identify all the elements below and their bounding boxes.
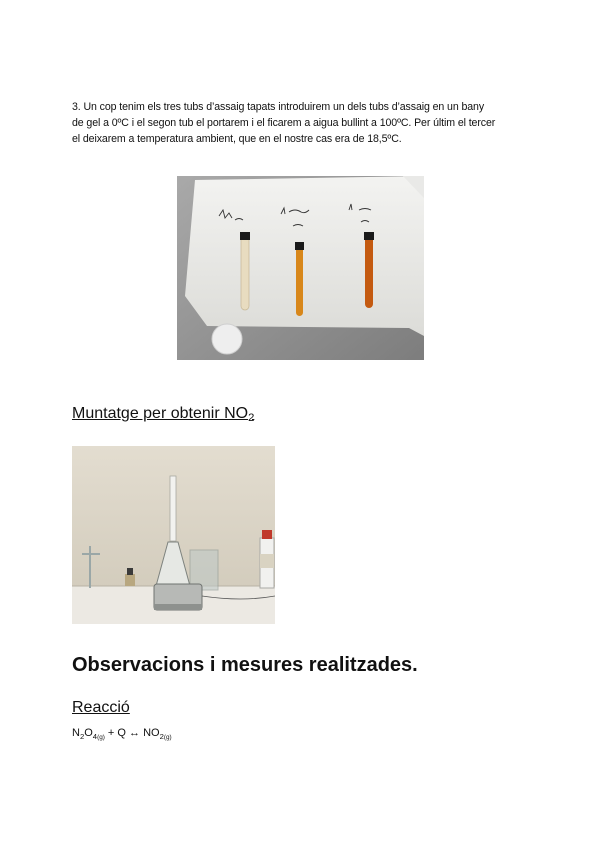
paragraph-line: de gel a 0ºC i el segon tub el portarem i el ficarem a aigua bullint a 100ºC. Per últim el tercer — [72, 117, 496, 129]
paragraph-line: 3. Un cop tenim els tres tubs d’assaig tapats introduirem un dels tubs d’assaig en un bany — [72, 101, 485, 113]
observations-heading: Observacions i mesures realitzades. — [72, 654, 418, 676]
reaction-heading: Reacció — [72, 699, 130, 716]
lab-setup-photo — [72, 446, 275, 624]
paragraph-line: el deixarem a temperatura ambient, que en el nostre cas era de 18,5ºC. — [72, 133, 402, 145]
test-tubes-photo — [177, 176, 424, 360]
procedure-paragraph — [72, 99, 530, 147]
tube-stopper — [240, 232, 250, 240]
chemical-equation: $N_2O_{4(g)} + Q$ ↔ $NO_{2(g)}$ — [72, 727, 172, 741]
montage-heading: Muntatge per obtenir $NO_2$ — [72, 405, 255, 424]
